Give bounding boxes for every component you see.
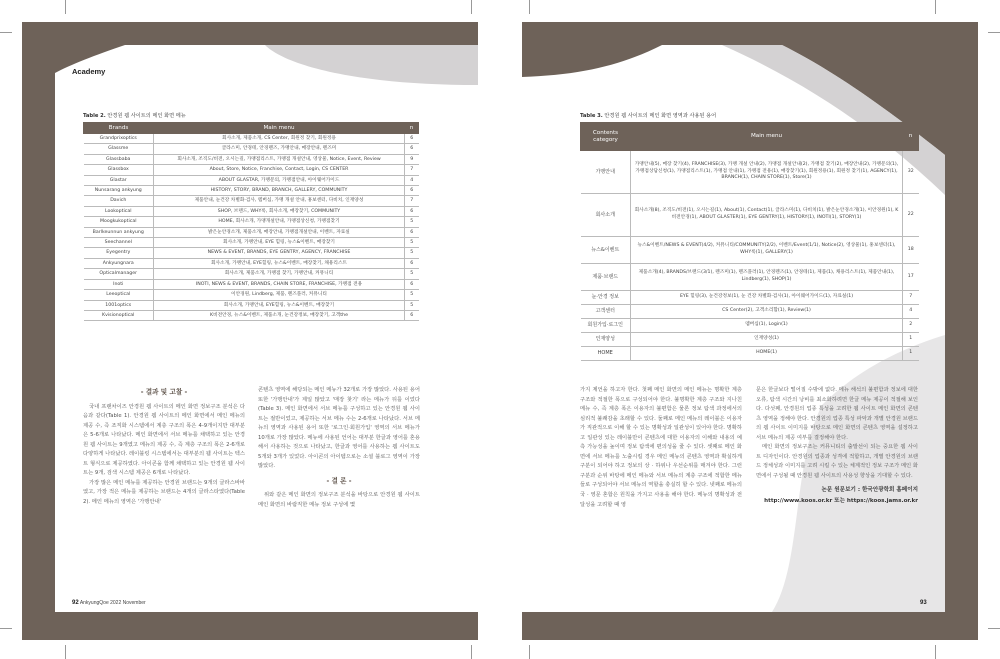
results-heading: - 결과 및 고찰 - bbox=[140, 388, 188, 396]
page-number: 92 bbox=[72, 600, 79, 606]
table3-header-row bbox=[581, 123, 919, 151]
crop-mark bbox=[65, 0, 66, 14]
menu-cell: 회사소개, 제품소개, CS Center, 회원정 찾기, 회원정용 bbox=[154, 134, 405, 144]
menu-cell: 글라스미, 안경테, 안경렌즈, 가맹안내, 매장안내, 렌즈미 bbox=[154, 144, 405, 154]
count-cell: 7 bbox=[903, 291, 919, 305]
table-row bbox=[84, 196, 419, 206]
crop-mark bbox=[935, 0, 936, 14]
left-side-strip bbox=[22, 22, 55, 640]
count-cell: 6 bbox=[405, 310, 419, 320]
crop-mark bbox=[0, 628, 12, 629]
category-cell: HOME bbox=[581, 347, 631, 361]
brand-cell: Glassbox bbox=[84, 165, 154, 175]
menu-cell: 밝은눈안경소개, 제품소개, 매장안내, 가맹점개설안내, 이벤트, 자료실 bbox=[154, 227, 405, 237]
body-paragraph: 가장 많은 메인 메뉴를 제공하는 안경원 브랜드는 9개의 글라스바바였고, 가장 적은 메뉴를 제공하는 브랜드는 4개의 글라스타였다(Table 2). 메인 메뉴의 영역은 '가맹안내' bbox=[83, 479, 245, 506]
table-row bbox=[84, 269, 419, 279]
count-cell: 7 bbox=[405, 196, 419, 206]
count-cell: 7 bbox=[405, 165, 419, 175]
menu-cell: 회사소개, 가맹안내, EYE힐링, 뉴스&이벤트, 매장찾기, 채용리스트 bbox=[154, 258, 405, 268]
table-row bbox=[84, 310, 419, 320]
table3-caption-label: Table 3. bbox=[580, 113, 603, 119]
menu-cell: ABOUT GLASTAR, 가맹문의, 가맹점안내, 아이웨어가이드 bbox=[154, 175, 405, 185]
menu-cell: 회사소개, 가맹안내, EYE힐링, 뉴스&이벤트, 매장찾기 bbox=[154, 300, 405, 310]
crop-mark bbox=[65, 645, 66, 659]
table-row bbox=[84, 206, 419, 216]
count-cell: 6 bbox=[405, 279, 419, 289]
right-footer bbox=[920, 600, 927, 606]
table3-caption-text: 안경원 웹 사이트의 메인 화면 영역과 사용된 용어 bbox=[604, 113, 717, 119]
left-footer bbox=[72, 600, 146, 606]
body-paragraph: 가지 제언을 하고자 한다. 첫째 메인 화면의 메인 메뉴는 명확한 계층 구조와 적절한 폭으로 구성되어야 한다. 불명확한 계층 구조와 지나친 메뉴 수, 즉 계층 폭은 이용자의 불편함은 물론 정보 탐색 과정에서의 심리적 불쾌감을 초래할 수 있다. 둘째로 메인 메뉴의 레이블은 이용자가 직관적으로 이해 할 수 있는 명확성과 일관성이 있어야 한다. 명확하고 일관성 있는 레이블만이 콘텐츠에 대한 이용자의 이해와 내용의 예측 가능성을 높이며 정보 탐색에 편의성을 줄 수 있다. 셋째로 메인 화면에 서브 메뉴를 노출시킬 경우 메인 메뉴의 콘텐츠 영역과 확실하게 구분이 되어야 하고 정보의 상 · 하위나 우선순위를 매겨야 한다. 그런 구분과 순위 바탕에 메인 메뉴와 서브 메뉴의 계층 구조에 적합한 메뉴들로 구성되어야 서브 메뉴의 역할을 충실히 할 수 있다. 넷째로 메뉴의 국 · 영문 혼합은 원칙을 가지고 사용을 해야 한다. 메뉴의 명확성과 전달성을 고려할 때 영 bbox=[580, 387, 742, 508]
count-cell: 4 bbox=[405, 175, 419, 185]
table3-header: Contents category bbox=[581, 123, 631, 151]
reference-title: 논문 원문보기 : 한국안광학회 홈페이지 bbox=[821, 487, 918, 494]
body-paragraph: 메인 화면의 정보구조는 커뮤니티의 출발선이 되는 중요한 웹 사이트 디자인이다. 안경원의 업종과 성격에 적합하고, 개별 안경원의 브랜드 정체성과 이미지를 고려 시킬 수 있는 체계적인 정보 구조가 메인 화면에서 구성될 때 안경원 웹 사이트의 사용성 향상을 기대할 수 있다. bbox=[756, 444, 918, 479]
count-cell: 1 bbox=[903, 347, 919, 361]
table2 bbox=[83, 122, 419, 321]
menu-cell: 제품소개(4), BRANDS/브랜드(3/1), 렌즈미(1), 렌즈플러(1), 안경렌즈(1), 안경테(1), 제품(1), 채용리스트(1), 제품안내(1), Lindberg(1), SHOP(1) bbox=[631, 264, 903, 291]
count-cell: 6 bbox=[405, 144, 419, 154]
left-bottom-band bbox=[55, 612, 478, 640]
brand-cell: Kvisionoptical bbox=[84, 310, 154, 320]
table-row bbox=[581, 333, 919, 347]
crop-mark bbox=[471, 0, 472, 14]
crop-mark bbox=[988, 32, 1000, 33]
body-paragraph: 국내 프랜차이즈 안경원 웹 사이트의 메인 화면 정보구조 분석은 다음과 같다(Table 1). 안경원 웹 사이트의 메인 화면에서 메인 메뉴의 제공 수, 즉 조직화 시스템에서 계층 구조의 폭은 4-9개이지만 대부분은 5-6개로 나타났다. 메인 화면에서 서브 메뉴를 채택하고 있는 안경원 웹 사이트는 9개였고 메뉴의 제공 수, 즉 계층 구조의 폭은 2-6개로 다양하게 나타났다. 레이블링 시스템에서는 대부분의 웹 사이트는 텍스트 형식으로 제공하였다. 아이콘을 함께 채택하고 있는 안경원 웹 사이트는 9개, 검색 시스템 제공은 6개로 나타났다. bbox=[83, 403, 245, 477]
right-col-2 bbox=[756, 386, 918, 507]
brand-cell: Nunsarang ankyung bbox=[84, 186, 154, 196]
table3-header: n bbox=[903, 123, 919, 151]
table-row bbox=[581, 347, 919, 361]
brand-cell: 1001optics bbox=[84, 300, 154, 310]
crop-mark bbox=[0, 32, 12, 33]
crop-mark bbox=[471, 645, 472, 659]
table-row bbox=[84, 300, 419, 310]
table-row bbox=[84, 217, 419, 227]
menu-cell: 회사소개(8), 조직도/비전(1), 오시는길(1), About(1), Contact(1), 글라스미(1), 다비치(1), 밝은눈안경소개(1), 이안경원(1), K비전안경(1), ABOUT GLASTER(1), EYE GENTRY(1), HISTORY(1), INOTI(1), STORY(1) bbox=[631, 194, 903, 237]
count-cell: 1 bbox=[903, 333, 919, 347]
category-cell: 제품·브랜드 bbox=[581, 264, 631, 291]
brand-cell: Barlkeunnun ankyung bbox=[84, 227, 154, 237]
count-cell: 6 bbox=[405, 134, 419, 144]
count-cell: 17 bbox=[903, 264, 919, 291]
brand-cell: Grandprixoptics bbox=[84, 134, 154, 144]
table-row bbox=[84, 279, 419, 289]
page-number: 93 bbox=[920, 600, 927, 606]
brand-cell: Ankyungnara bbox=[84, 258, 154, 268]
count-cell: 18 bbox=[903, 237, 919, 264]
brand-cell: Moogkukoptical bbox=[84, 217, 154, 227]
crop-mark bbox=[529, 645, 530, 659]
table-row bbox=[581, 237, 919, 264]
menu-cell: HISTORY, STORY, BRAND, BRANCH, GALLERY, COMMUNITY bbox=[154, 186, 405, 196]
body-paragraph: 위와 같은 메인 화면의 정보구조 분석을 바탕으로 안경원 웹 사이트 메인 화면의 바람직한 메뉴 정보 구성에 몇 bbox=[258, 492, 420, 509]
table2-caption-text: 안경원 웹 사이트의 메인 화면 메뉴 bbox=[107, 113, 186, 119]
table2-header-row bbox=[84, 123, 419, 134]
table3-caption bbox=[580, 112, 716, 119]
brand-cell: Lookoptical bbox=[84, 206, 154, 216]
category-cell: 눈·안경 정보 bbox=[581, 291, 631, 305]
menu-cell: 가맹안내(5), 매장 찾기(4), FRANCHISE(3), 가맹 개설 안내(2), 가맹점 개설안내(2), 가맹점 찾기(2), 매장안내(2), 가맹문의(1), 가맹점상담신청(1), 가맹점리스트(1), 가맹점 안내(1), 가맹점 전용(1), 매장찾기(1), 회원정용(1), 회원정 찾기(1), AGENCY(1), BRANCH(1), CHAIN STORE(1), Store(1) bbox=[631, 151, 903, 194]
category-cell: 뉴스&이벤트 bbox=[581, 237, 631, 264]
menu-cell: 이안경원, Lindberg, 제품, 렌즈플러, 커뮤니티 bbox=[154, 290, 405, 300]
table-row bbox=[84, 290, 419, 300]
reference-link[interactable]: http://www.koos.or.kr 또는 https://koos.jams.or.kr bbox=[764, 498, 918, 505]
conclusion-heading: - 결 론 - bbox=[326, 476, 352, 485]
footer-text: AnkyungQoe 2022 November bbox=[79, 600, 146, 606]
table-row bbox=[581, 305, 919, 319]
category-cell: 인재양성 bbox=[581, 333, 631, 347]
menu-cell: K비전안경, 뉴스&이벤트, 제품소개, 눈건강정보, 매장찾기, 고객the bbox=[154, 310, 405, 320]
count-cell: 2 bbox=[903, 319, 919, 333]
count-cell: 22 bbox=[903, 194, 919, 237]
menu-cell: 회사소개, 가맹안내, EYE 힐링, 뉴스&이벤트, 매장찾기 bbox=[154, 238, 405, 248]
category-cell: 회사소개 bbox=[581, 194, 631, 237]
right-side-strip bbox=[945, 22, 978, 640]
count-cell: 5 bbox=[405, 300, 419, 310]
menu-cell: NEWS & EVENT, BRANDS, EYE GENTRY, AGENCY, FRANCHISE bbox=[154, 248, 405, 258]
brand-cell: Inoti bbox=[84, 279, 154, 289]
table-row bbox=[84, 175, 419, 185]
menu-cell: About, Store, Notice, Franchise, Contact, Login, CS CENTER bbox=[154, 165, 405, 175]
brand-cell: Opticalmanager bbox=[84, 269, 154, 279]
brand-cell: Eyegentry bbox=[84, 248, 154, 258]
count-cell: 5 bbox=[405, 269, 419, 279]
crop-mark bbox=[988, 628, 1000, 629]
left-col-2 bbox=[258, 386, 420, 511]
brand-cell: Glassme bbox=[84, 144, 154, 154]
table-row bbox=[84, 144, 419, 154]
brand-cell: Glastar bbox=[84, 175, 154, 185]
body-paragraph: 문은 한글보다 떨어질 수밖에 없다. 메뉴 해석의 불편함과 정보에 대한 오류, 탐색 시간의 낭비를 최소화하려면 한글 메뉴 제공이 적절해 보인다. 다섯째, 안경원의 업종 특성을 고려한 웹 사이트 메인 화면의 콘텐츠 영역을 정해야 한다. 안경원의 업종 특성 파악과 개별 안경원 브랜드의 웹 사이트 이미지를 바탕으로 메인 화면의 콘텐츠 영역을 설정하고 서브 메뉴의 제공 여부를 결정해야 한다. bbox=[756, 387, 918, 441]
brand-cell: Leeoptical bbox=[84, 290, 154, 300]
menu-cell: INOTI, NEWS & EVENT, BRANDS, CHAIN STORE, FRANCHISE, 가맹점 전용 bbox=[154, 279, 405, 289]
table2-caption bbox=[83, 112, 186, 119]
table-row bbox=[84, 227, 419, 237]
count-cell: 5 bbox=[405, 248, 419, 258]
table-row bbox=[84, 186, 419, 196]
table2-header: Brands bbox=[84, 123, 154, 134]
menu-cell: HOME(1) bbox=[631, 347, 903, 361]
table2-header: n bbox=[405, 123, 419, 134]
count-cell: 6 bbox=[405, 227, 419, 237]
count-cell: 5 bbox=[405, 290, 419, 300]
count-cell: 9 bbox=[405, 154, 419, 164]
menu-cell: 뉴스&이벤트/NEWS & EVENT(4/2), 커뮤니티/COMMUNITY(2/2), 이벤트/Event(1/1), Notice(2), 영상물(1), 홍보센터(1), WHY룩(1), GALLERY(1) bbox=[631, 237, 903, 264]
menu-cell: 제품안내, 눈건강 차별화·검사, 멤버십, 가맹 개설 안내, 홍보센터, 다비치, 인재양성 bbox=[154, 196, 405, 206]
menu-cell: 회사소개, 조직도/비전, 오시는길, 가맹점리스트, 가맹점 개설안내, 영상물, Notice, Event, Review bbox=[154, 154, 405, 164]
table-row bbox=[84, 258, 419, 268]
table-row bbox=[581, 151, 919, 194]
category-cell: 회원가입·로그인 bbox=[581, 319, 631, 333]
brand-cell: Glassbaba bbox=[84, 154, 154, 164]
left-col-1 bbox=[83, 386, 245, 508]
table3-header: Main menu bbox=[631, 123, 903, 151]
menu-cell: EYE 힐링(3), 눈건강정보(1), 눈 건강 차별화·검사(1), 아이웨어가이드(1), 자료실(1) bbox=[631, 291, 903, 305]
right-bottom-band bbox=[522, 612, 945, 640]
table-row bbox=[581, 319, 919, 333]
count-cell: 5 bbox=[405, 217, 419, 227]
brand-cell: Seechannel bbox=[84, 238, 154, 248]
table3 bbox=[580, 122, 919, 361]
crop-mark bbox=[529, 0, 530, 14]
menu-cell: CS Center(2), 고객소리함(1), Review(1) bbox=[631, 305, 903, 319]
category-cell: 고객센터 bbox=[581, 305, 631, 319]
count-cell: 6 bbox=[405, 258, 419, 268]
category-cell: 가맹안내 bbox=[581, 151, 631, 194]
table-row bbox=[581, 264, 919, 291]
menu-cell: 회사소개, 제품소개, 가맹점 찾기, 가맹안내, 커뮤니티 bbox=[154, 269, 405, 279]
crop-mark bbox=[935, 645, 936, 659]
table-row bbox=[84, 238, 419, 248]
count-cell: 32 bbox=[903, 151, 919, 194]
table-row bbox=[84, 165, 419, 175]
table-row bbox=[84, 154, 419, 164]
count-cell: 4 bbox=[903, 305, 919, 319]
brand-cell: Davich bbox=[84, 196, 154, 206]
section-label: Academy bbox=[72, 67, 106, 76]
count-cell: 6 bbox=[405, 206, 419, 216]
table-row bbox=[581, 291, 919, 305]
table2-caption-label: Table 2. bbox=[83, 113, 106, 119]
body-paragraph: 콘텐츠 영역에 해당되는 메인 메뉴가 32개로 가장 많았다. 사용된 용어 또한 '가맹안내'가 제일 많았고 '매장 찾기' 라는 메뉴가 뒤를 이었다(Table 3). 메인 화면에서 서브 메뉴를 구성하고 있는 안경원 웹 사이트는 절반이었고, 제공하는 서브 메뉴 수는 2-6개로 나타났다. 서브 메뉴의 영역과 사용된 용어 또한 '로그인·회원가입' 영역의 서브 메뉴가 10개로 가장 많았다. 메뉴에 사용된 언어는 대부분 한글과 영어를 혼용해서 사용하는 것으로 나타났고, 한글과 영어를 사용하는 웹 사이트도 5개와 3개가 있었다. 아이콘의 아이템으로는 소셜 블로그 영역이 가장 많았다. bbox=[258, 387, 420, 470]
count-cell: 6 bbox=[405, 186, 419, 196]
count-cell: 5 bbox=[405, 238, 419, 248]
table-row bbox=[581, 194, 919, 237]
menu-cell: SHOP, 브랜드, WHY룩, 회사소개, 매장찾기, COMMUNITY bbox=[154, 206, 405, 216]
table-row bbox=[84, 134, 419, 144]
right-col-1 bbox=[580, 386, 742, 510]
table-row bbox=[84, 248, 419, 258]
menu-cell: HOME, 회사소개, 가맹개설안내, 가맹점상신청, 가맹점찾기 bbox=[154, 217, 405, 227]
menu-cell: 멤버십(1), Login(1) bbox=[631, 319, 903, 333]
table2-header: Main menu bbox=[154, 123, 405, 134]
menu-cell: 인재양성(1) bbox=[631, 333, 903, 347]
